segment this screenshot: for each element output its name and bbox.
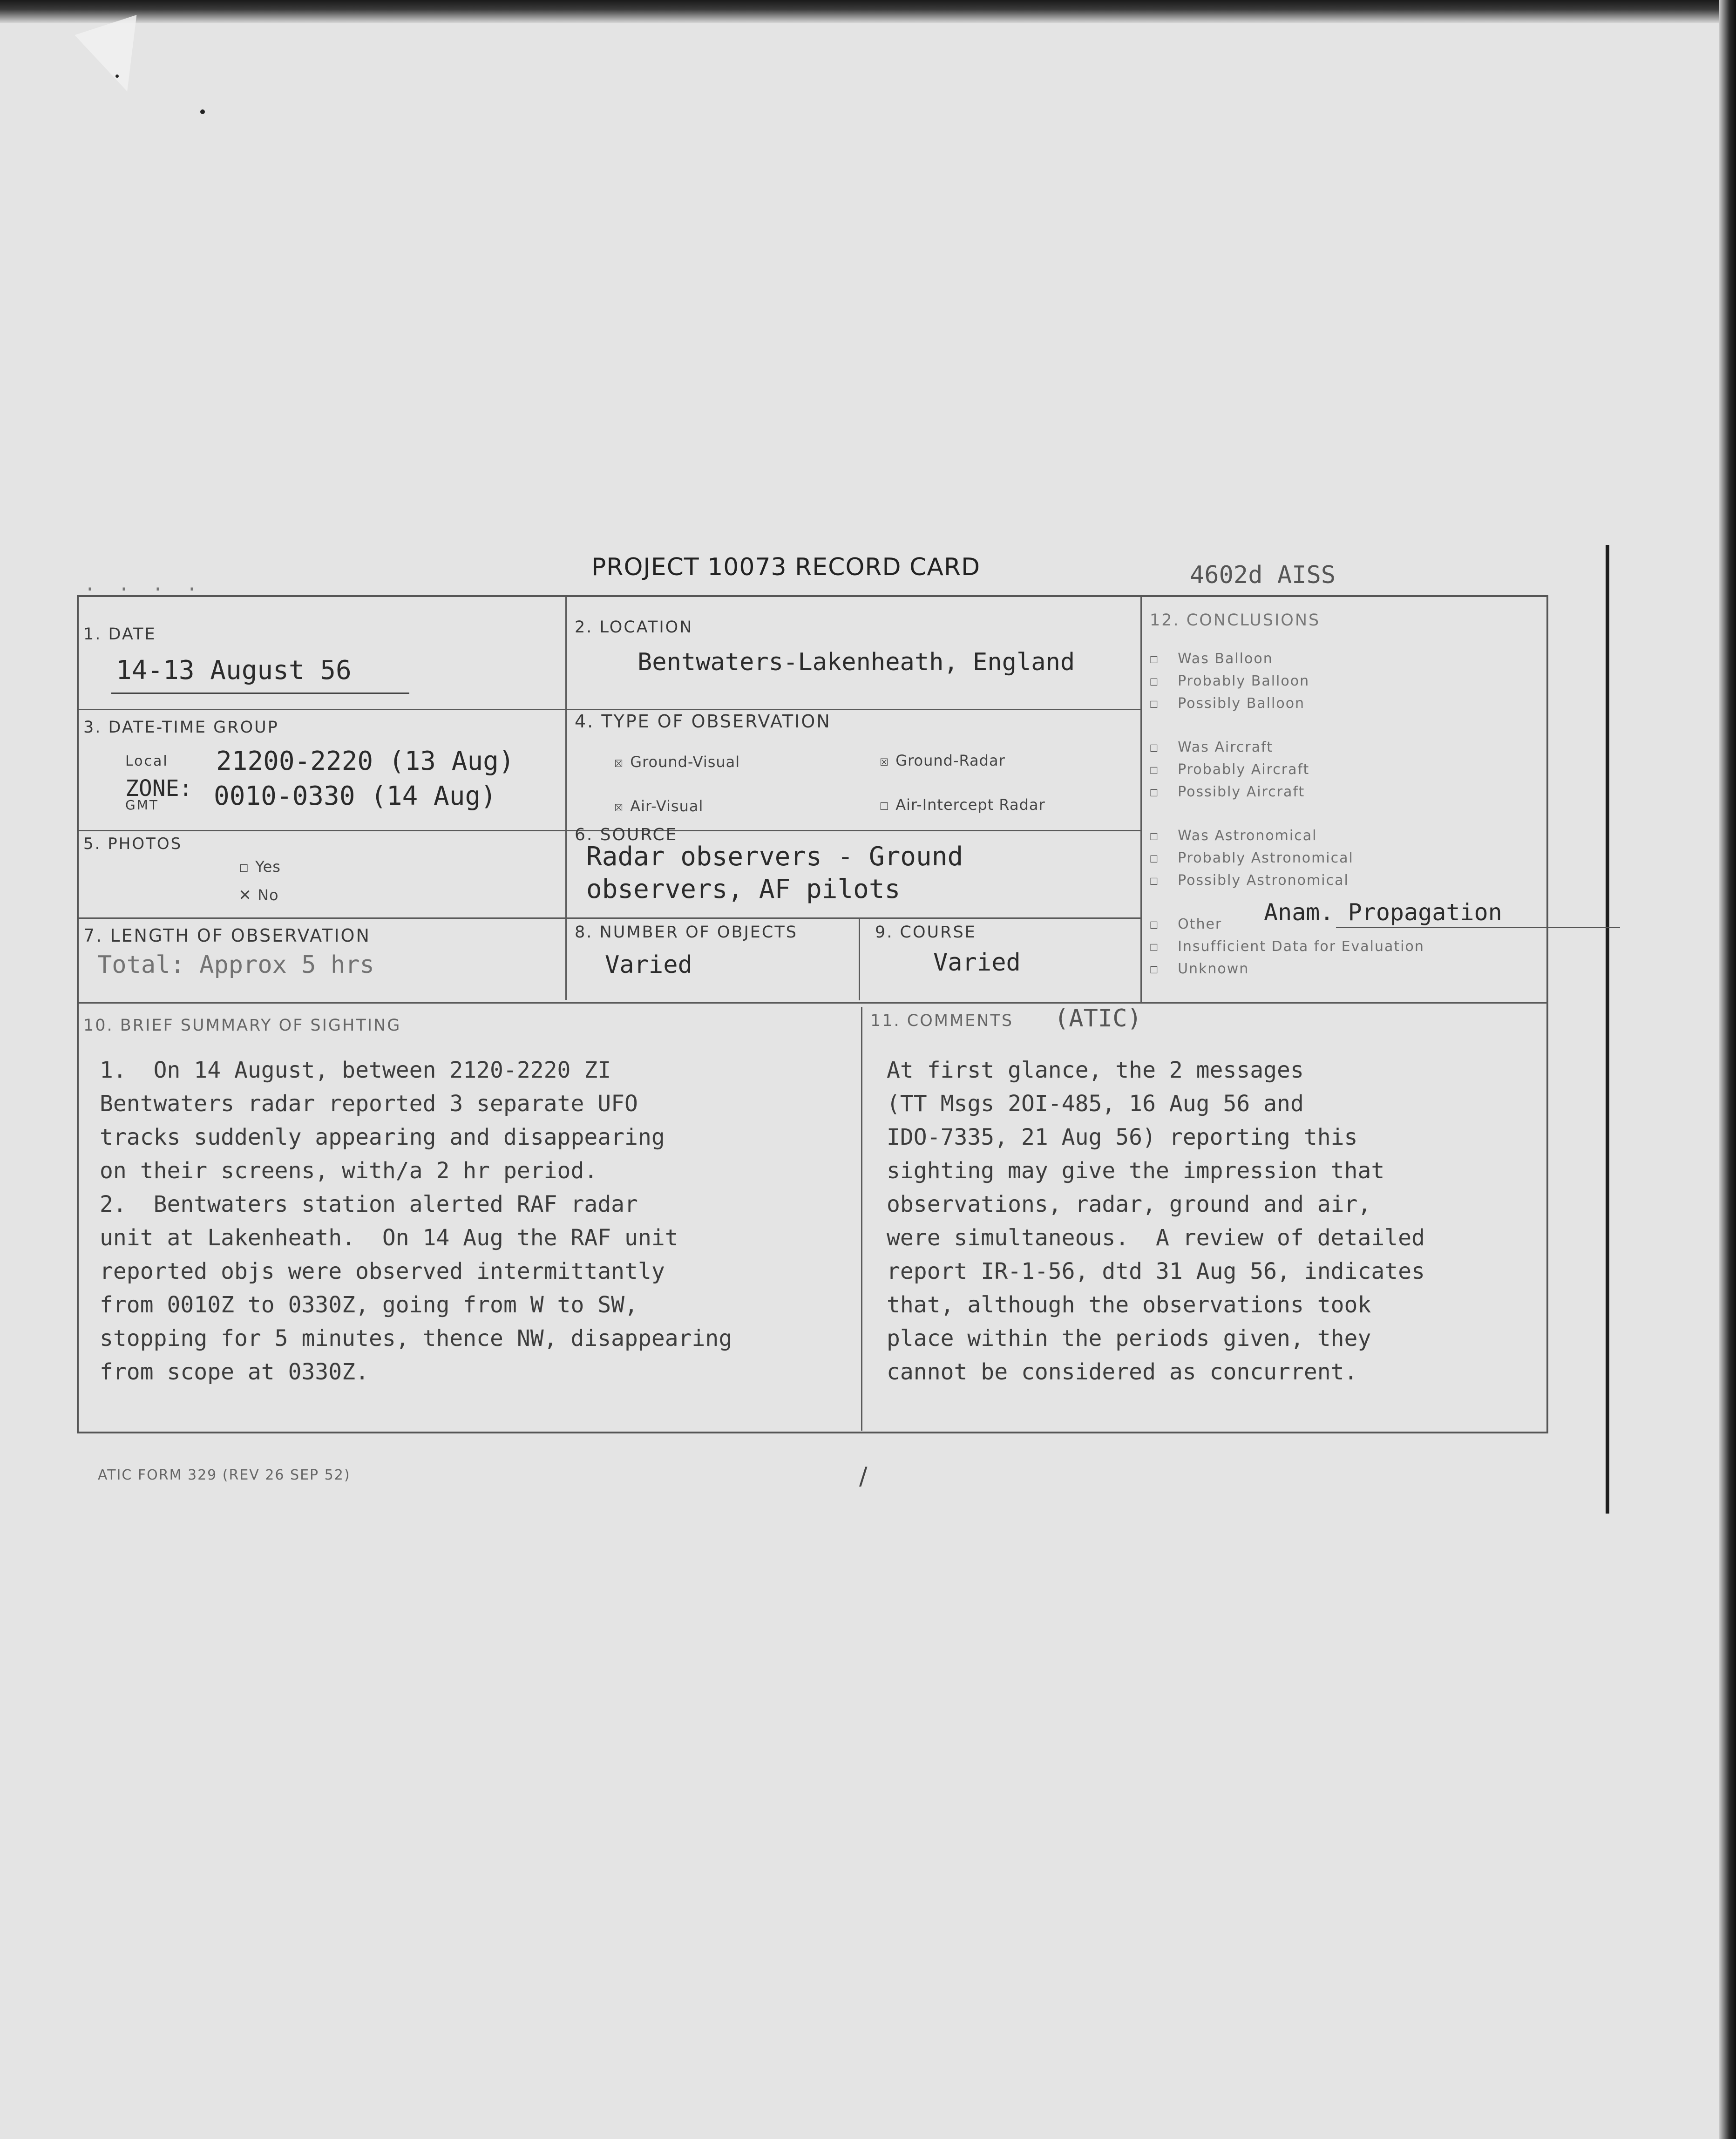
- observation-type-label: 4. TYPE OF OBSERVATION: [575, 711, 831, 732]
- obs-ground-radar-label: Ground-Radar: [895, 752, 1005, 769]
- card-title: PROJECT 10073 RECORD CARD: [591, 553, 981, 581]
- obs-ground-radar: [880, 752, 1005, 769]
- checkbox-checked-icon: ✕: [239, 883, 251, 905]
- folded-corner: [75, 15, 158, 102]
- conclusion-item: [1150, 961, 1249, 977]
- conclusion-item: [1150, 938, 1424, 955]
- film-edge-top: [0, 0, 1736, 23]
- conclusion-item: [1150, 784, 1305, 800]
- conclusion-item: [1150, 739, 1273, 755]
- checkbox-empty-icon: ☐: [1150, 761, 1160, 778]
- source-line1: Radar observers - Ground: [586, 842, 963, 872]
- checkbox-empty-icon: ☐: [1150, 828, 1160, 844]
- checkbox-empty-icon: ☐: [1150, 739, 1160, 755]
- checkbox-checked-icon: ☒: [614, 753, 624, 771]
- summary-label: 10. BRIEF SUMMARY OF SIGHTING: [83, 1016, 401, 1035]
- comments-source-tag: (ATIC): [1054, 1005, 1142, 1032]
- obs-air-intercept-radar: [880, 796, 1045, 814]
- obs-ground-visual: [614, 753, 740, 771]
- photos-no-label: No: [258, 886, 279, 904]
- checkbox-empty-icon: ☐: [1150, 961, 1160, 977]
- checkbox-empty-icon: ☐: [239, 858, 249, 876]
- divider: [565, 709, 1140, 710]
- length-value: Total: Approx 5 hrs: [97, 951, 374, 979]
- dtg-local-value: 21200-2220 (13 Aug): [216, 746, 515, 776]
- speck: [200, 109, 205, 114]
- conclusion-item: [1150, 695, 1305, 712]
- photos-yes-label: Yes: [255, 858, 281, 876]
- summary-text: 1. On 14 August, between 2120-2220 ZI Bentwaters radar reported 3 separate UFO tracks suddenly appearing and disappearing on their screens, with/a 2 hr period. 2. Bentwaters station alerted RAF radar unit at Lakenheath. On 14 Aug the RAF unit reported objs were observed intermittantly from 0010Z to 0330Z, going from W to SW, stopping for 5 minutes, thence NW, disappearing from scope at 0330Z.: [100, 1057, 732, 1385]
- course-value: Varied: [933, 949, 1021, 977]
- conclusion-text: Possibly Astronomical: [1178, 872, 1349, 889]
- divider: [1140, 597, 1142, 1003]
- obs-ground-visual-label: Ground-Visual: [630, 753, 740, 771]
- divider: [79, 917, 1140, 919]
- checkbox-empty-icon: ☐: [1150, 695, 1160, 712]
- source-label: 6. SOURCE: [575, 825, 678, 844]
- conclusion-item: [1150, 828, 1317, 844]
- checkbox-empty-icon: ☐: [880, 796, 889, 814]
- divider: [565, 597, 567, 1000]
- conclusion-text: Other: [1178, 916, 1222, 932]
- photos-yes: [239, 858, 281, 876]
- conclusion-text: Probably Aircraft: [1178, 761, 1310, 778]
- conclusion-text: Unknown: [1178, 961, 1249, 977]
- header-scrawl: · · · ·: [84, 577, 203, 601]
- photos-no: [239, 883, 279, 905]
- location-value: Bentwaters-Lakenheath, England: [637, 648, 1075, 676]
- film-edge-right: [1719, 0, 1736, 2139]
- checkbox-empty-icon: ☐: [1150, 916, 1160, 932]
- obs-air-visual: [614, 797, 703, 815]
- handwritten-mark: /: [859, 1462, 868, 1490]
- obs-air-intercept-radar-label: Air-Intercept Radar: [895, 796, 1045, 814]
- conclusion-item: [1150, 850, 1354, 866]
- conclusion-other-value: Anam. Propagation: [1264, 899, 1502, 926]
- checkbox-checked-icon: ☒: [880, 752, 889, 769]
- checkbox-empty-icon: ☐: [1150, 784, 1160, 800]
- length-label: 7. LENGTH OF OBSERVATION: [83, 925, 371, 946]
- conclusion-item: [1150, 916, 1222, 932]
- course-label: 9. COURSE: [875, 923, 976, 942]
- record-card: [77, 595, 1548, 1433]
- speck: [115, 75, 119, 78]
- source-line2: observers, AF pilots: [586, 874, 901, 904]
- comments-label: 11. COMMENTS: [870, 1012, 1014, 1030]
- conclusions-label: 12. CONCLUSIONS: [1150, 611, 1321, 630]
- dtg-gmt-label: GMT: [125, 797, 159, 813]
- conclusion-text: Was Astronomical: [1178, 828, 1317, 844]
- dtg-zone-label: ZONE:: [125, 775, 193, 801]
- location-label: 2. LOCATION: [575, 618, 693, 637]
- number-objects-label: 8. NUMBER OF OBJECTS: [575, 923, 798, 942]
- number-objects-value: Varied: [605, 951, 692, 979]
- conclusion-text: Probably Balloon: [1178, 673, 1310, 689]
- checkbox-empty-icon: ☐: [1150, 850, 1160, 866]
- photos-label: 5. PHOTOS: [83, 835, 183, 853]
- conclusion-item: [1150, 673, 1309, 689]
- page-edge-line: [1606, 545, 1609, 1514]
- conclusion-item: [1150, 651, 1273, 667]
- other-underline: [1336, 927, 1620, 928]
- checkbox-empty-icon: ☐: [1150, 651, 1160, 667]
- checkbox-empty-icon: ☐: [1150, 673, 1160, 689]
- checkbox-empty-icon: ☐: [1150, 872, 1160, 889]
- divider: [79, 1002, 1548, 1004]
- conclusion-text: Possibly Aircraft: [1178, 784, 1305, 800]
- obs-air-visual-label: Air-Visual: [630, 797, 704, 815]
- date-label: 1. DATE: [83, 625, 156, 644]
- conclusion-item: [1150, 761, 1309, 778]
- date-underline: [111, 693, 409, 694]
- checkbox-checked-icon: ☒: [614, 797, 624, 815]
- divider: [859, 917, 860, 1000]
- conclusion-text: Insufficient Data for Evaluation: [1178, 938, 1424, 955]
- divider: [79, 709, 565, 710]
- form-number: ATIC FORM 329 (REV 26 SEP 52): [98, 1467, 351, 1483]
- conclusion-text: Was Balloon: [1178, 651, 1273, 667]
- comments-text: At first glance, the 2 messages (TT Msgs 2OI-485, 16 Aug 56 and IDO-7335, 21 Aug 56) reporting this sighting may give the impression that observations, radar, ground and air, were simultaneous. A review of detailed report IR-1-56, dtd 31 Aug 56, indicates that, although the observations took place within the periods given, they cannot be considered as concurrent.: [887, 1057, 1425, 1385]
- date-value: 14-13 August 56: [116, 655, 352, 686]
- conclusion-text: Possibly Balloon: [1178, 695, 1305, 712]
- divider: [861, 1007, 862, 1431]
- org-stamp: 4602d AISS: [1190, 561, 1336, 589]
- checkbox-empty-icon: ☐: [1150, 938, 1160, 955]
- dtg-local-label: Local: [125, 753, 169, 769]
- dtg-gmt-value: 0010-0330 (14 Aug): [214, 781, 496, 811]
- dtg-label: 3. DATE-TIME GROUP: [83, 718, 279, 737]
- conclusion-item: [1150, 872, 1349, 889]
- conclusion-text: Probably Astronomical: [1178, 850, 1354, 866]
- conclusion-text: Was Aircraft: [1178, 739, 1273, 755]
